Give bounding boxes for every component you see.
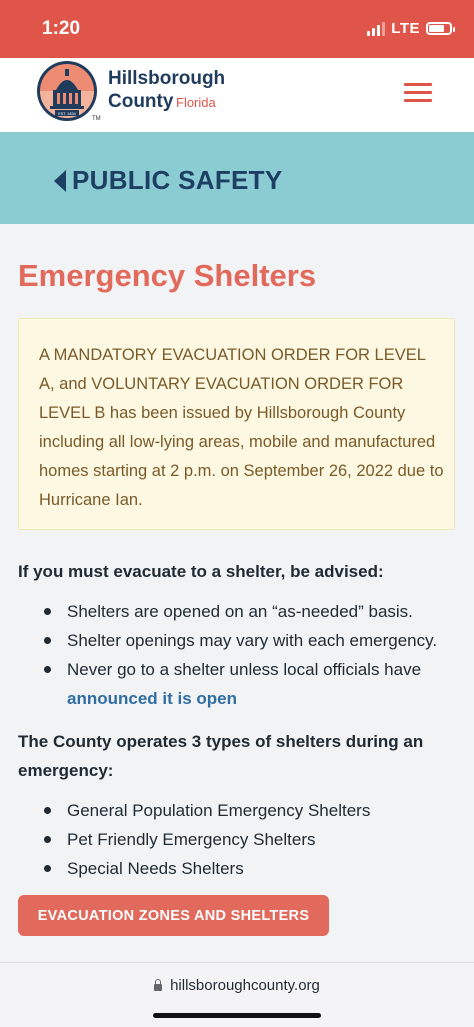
status-bar	[0, 0, 474, 58]
network-type: LTE	[391, 20, 420, 37]
list-item: Never go to a shelter unless local officials have	[0, 655, 437, 684]
section-banner	[0, 132, 474, 224]
page-title: Emergency Shelters	[18, 258, 317, 293]
address-display[interactable]	[0, 977, 474, 994]
lock-icon	[154, 984, 162, 991]
site-header	[0, 58, 474, 132]
home-indicator[interactable]	[153, 1013, 321, 1018]
breadcrumb-label: PUBLIC SAFETY	[72, 165, 283, 195]
list-item: Shelter openings may vary with each emergency.	[0, 626, 437, 655]
brand-state: Florida	[176, 95, 216, 110]
brand-name-line2[interactable]: County	[108, 91, 174, 112]
trademark-mark: TM	[92, 116, 101, 122]
evacuation-zones-button[interactable]: EVACUATION ZONES AND SHELTERS	[18, 895, 329, 936]
hamburger-menu-icon[interactable]	[404, 83, 432, 103]
advisory-heading: If you must evacuate to a shelter, be advised:	[18, 562, 384, 581]
announced-open-link[interactable]: announced it is open	[67, 689, 238, 708]
county-seal-logo[interactable]	[36, 60, 98, 122]
url-text: hillsboroughcounty.org	[170, 977, 320, 994]
list-item: General Population Emergency Shelters	[0, 796, 370, 825]
evacuation-notice: A MANDATORY EVACUATION ORDER FOR LEVEL A, and VOLUNTARY EVACUATION ORDER FOR LEVEL B has been issued by Hillsborough County including all low-lying areas, mobile and manufactured homes starting at 2 p.m. on September 26, 2022 due to Hurricane Ian.	[18, 318, 455, 530]
status-time: 1:20	[42, 18, 81, 39]
advisory-list	[0, 597, 437, 713]
breadcrumb-public-safety[interactable]	[54, 165, 282, 196]
browser-url-bar	[0, 962, 474, 1027]
battery-icon	[426, 22, 452, 35]
list-item: Pet Friendly Emergency Shelters	[0, 825, 370, 854]
svg-text:EST. 1834: EST. 1834	[58, 111, 76, 116]
shelter-types-list	[0, 796, 370, 883]
shelter-types-heading: The County operates 3 types of shelters during an emergency:	[18, 732, 424, 780]
brand-name-line1[interactable]: Hillsborough	[108, 68, 226, 89]
list-item: Special Needs Shelters	[0, 854, 370, 883]
cellular-signal-icon	[367, 22, 385, 36]
status-indicators	[367, 20, 452, 37]
list-item: Shelters are opened on an “as-needed” basis.	[0, 597, 437, 626]
chevron-left-icon	[54, 170, 66, 192]
list-item-continuation	[0, 684, 437, 713]
